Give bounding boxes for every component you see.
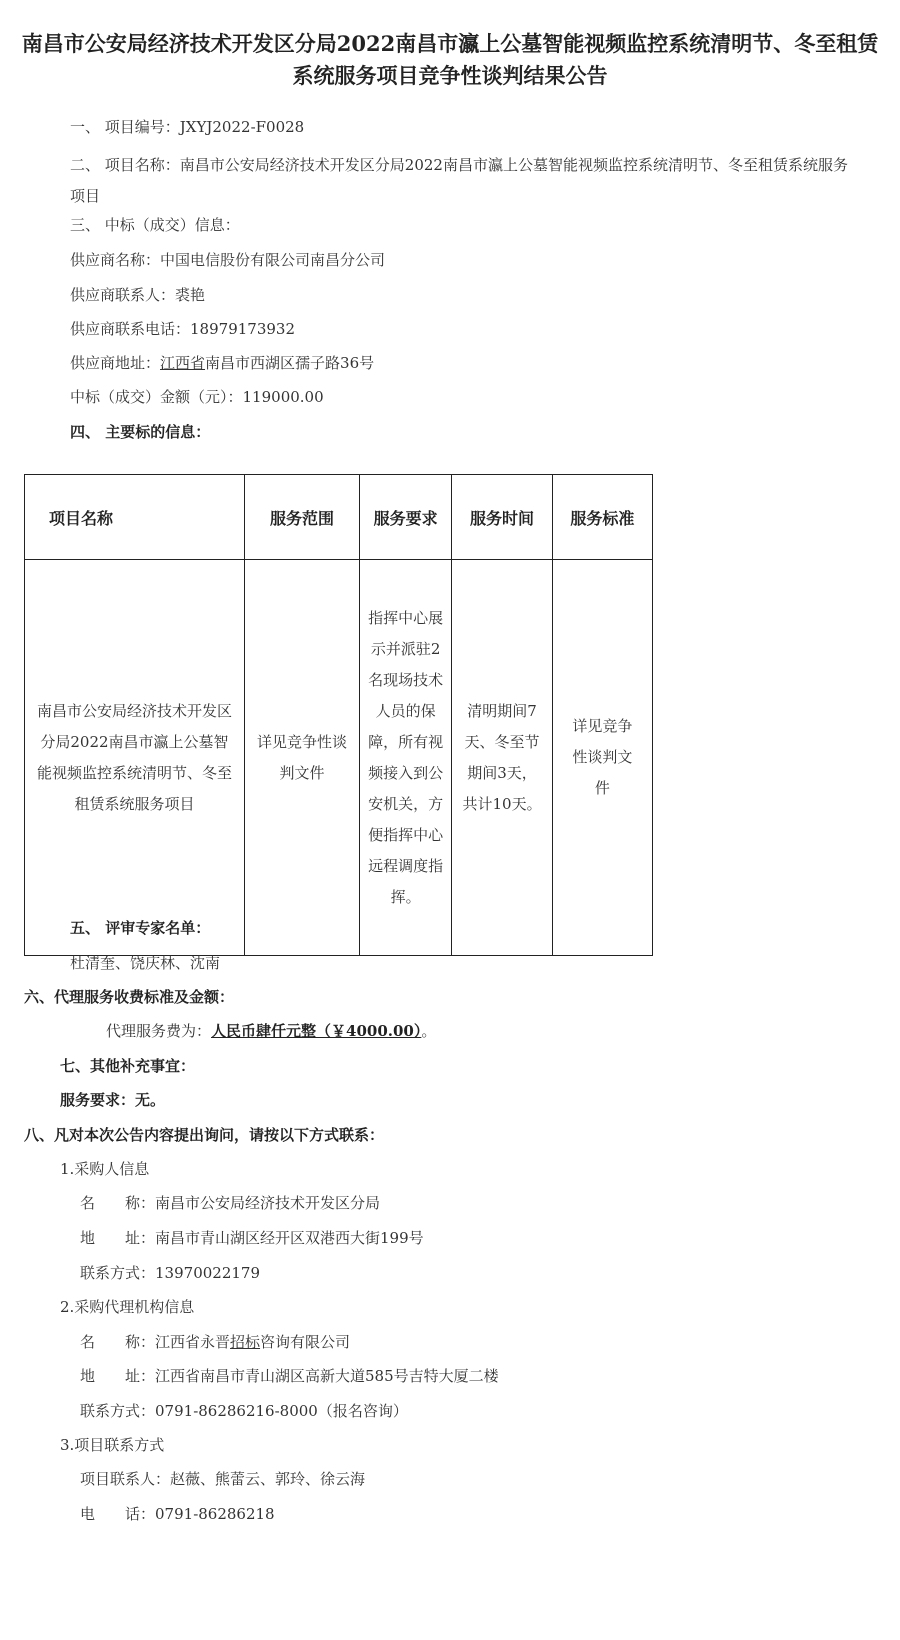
main-subject-table [24, 474, 653, 956]
supplier-phone-line [70, 318, 295, 340]
agency-fee-label: 代理服务费为： [106, 1022, 212, 1040]
table-row [25, 560, 653, 956]
agency-name-part3: 咨询有限公司 [260, 1333, 351, 1351]
purchaser-contact-line [80, 1262, 260, 1284]
agency-address-label: 地 址： [80, 1367, 156, 1385]
supplier-name-value: 中国电信股份有限公司南昌分公司 [160, 251, 386, 269]
purchaser-heading: 1.采购人信息 [60, 1160, 150, 1178]
project-phone-line [80, 1503, 275, 1525]
cell-service-requirement: 指挥中心展示并派驻2名现场技术人员的保障，所有视频接入到公安机关，方便指挥中心远程调度指挥。 [359, 560, 451, 956]
cell-project-name: 南昌市公安局经济技术开发区分局2022南昌市瀛上公墓智能视频监控系统清明节、冬至租赁系统服务项目 [25, 560, 245, 956]
agency-name-label: 名 称： [80, 1333, 156, 1351]
supplier-phone-label: 供应商联系电话： [70, 320, 191, 338]
project-contact-heading: 3.项目联系方式 [60, 1436, 165, 1454]
agency-name-part1: 江西省永晋 [155, 1333, 231, 1351]
agency-address-value: 江西省南昌市青山湖区高新大道585号吉特大厦二楼 [155, 1367, 499, 1385]
agency-address-line [80, 1365, 499, 1387]
project-phone-label: 电 话： [80, 1505, 156, 1523]
supplier-name-line [70, 249, 385, 271]
supplier-contact-label: 供应商联系人： [70, 286, 176, 304]
project-name-label: 二、 项目名称： [70, 156, 180, 174]
header-service-requirement: 服务要求 [359, 475, 451, 560]
agency-fee-line [106, 1020, 436, 1042]
main-subject-heading: 四、 主要标的信息： [70, 423, 211, 441]
purchaser-address-value: 南昌市青山湖区经开区双港西大街199号 [155, 1229, 424, 1247]
header-project-name: 项目名称 [25, 475, 245, 560]
cell-service-time: 清明期间7天、冬至节期间3天，共计10天。 [452, 560, 552, 956]
expert-list: 杜清奎、饶庆林、沈南 [70, 954, 221, 972]
award-info-heading: 三、 中标（成交）信息： [70, 216, 240, 234]
supplier-address-label: 供应商地址： [70, 354, 161, 372]
supplier-address-detail: 南昌市西湖区孺子路36号 [205, 354, 375, 372]
cell-service-scope: 详见竞争性谈判文件 [244, 560, 359, 956]
agency-name-part2: 招标 [230, 1333, 261, 1351]
supplier-phone-value: 18979173932 [190, 320, 295, 338]
supplier-contact-value: 裘艳 [175, 286, 206, 304]
expert-list-heading: 五、 评审专家名单： [70, 919, 211, 937]
supplier-address-province: 江西省 [160, 354, 206, 372]
purchaser-address-line [80, 1227, 424, 1249]
project-phone-value: 0791-86286218 [155, 1505, 275, 1523]
project-number-label: 一、 项目编号： [70, 118, 180, 136]
purchaser-name-line [80, 1192, 380, 1214]
header-service-standard: 服务标准 [552, 475, 652, 560]
award-amount-line [70, 386, 324, 408]
supplier-name-label: 供应商名称： [70, 251, 161, 269]
agency-fee-value: 人民币肆仟元整（￥4000.00） [211, 1022, 422, 1040]
page-title: 南昌市公安局经济技术开发区分局2022南昌市瀛上公墓智能视频监控系统清明节、冬至租赁系统服务项目竞争性谈判结果公告 [21, 31, 879, 88]
agency-contact-line [80, 1400, 408, 1422]
agency-fee-end: 。 [421, 1022, 437, 1040]
purchaser-name-label: 名 称： [80, 1194, 156, 1212]
header-service-time: 服务时间 [452, 475, 552, 560]
project-name-value: 南昌市公安局经济技术开发区分局2022南昌市瀛上公墓智能视频监控系统清明节、冬至租赁系统服务项目 [70, 156, 848, 205]
supplier-address-line [70, 352, 374, 374]
purchaser-contact-label: 联系方式： [80, 1264, 156, 1282]
project-number-value: JXYJ2022-F0028 [179, 118, 305, 136]
contact-heading: 八、凡对本次公告内容提出询问，请按以下方式联系： [24, 1126, 385, 1144]
purchaser-name-value: 南昌市公安局经济技术开发区分局 [155, 1194, 381, 1212]
other-matters-note: 服务要求：无。 [60, 1091, 166, 1109]
award-amount-label: 中标（成交）金额（元）： [70, 388, 243, 406]
purchaser-contact-value: 13970022179 [155, 1264, 260, 1282]
agency-heading: 2.采购代理机构信息 [60, 1298, 195, 1316]
other-matters-heading: 七、其他补充事宜： [60, 1057, 196, 1075]
table-header-row [25, 475, 653, 560]
purchaser-address-label: 地 址： [80, 1229, 156, 1247]
cell-service-standard: 详见竞争性谈判文件 [552, 560, 652, 956]
agency-contact-label: 联系方式： [80, 1402, 156, 1420]
award-amount-value: 119000.00 [242, 388, 324, 406]
project-number-line [70, 116, 304, 138]
agency-fee-heading: 六、代理服务收费标准及金额： [24, 988, 235, 1006]
agency-contact-value: 0791-86286216-8000（报名咨询） [155, 1402, 408, 1420]
project-contact-label: 项目联系人： [80, 1470, 171, 1488]
project-name-block [70, 150, 850, 212]
project-contact-line [80, 1468, 365, 1490]
project-contact-value: 赵薇、熊蕾云、郭玲、徐云海 [170, 1470, 366, 1488]
header-service-scope: 服务范围 [244, 475, 359, 560]
supplier-contact-line [70, 284, 205, 306]
agency-name-line [80, 1331, 350, 1353]
